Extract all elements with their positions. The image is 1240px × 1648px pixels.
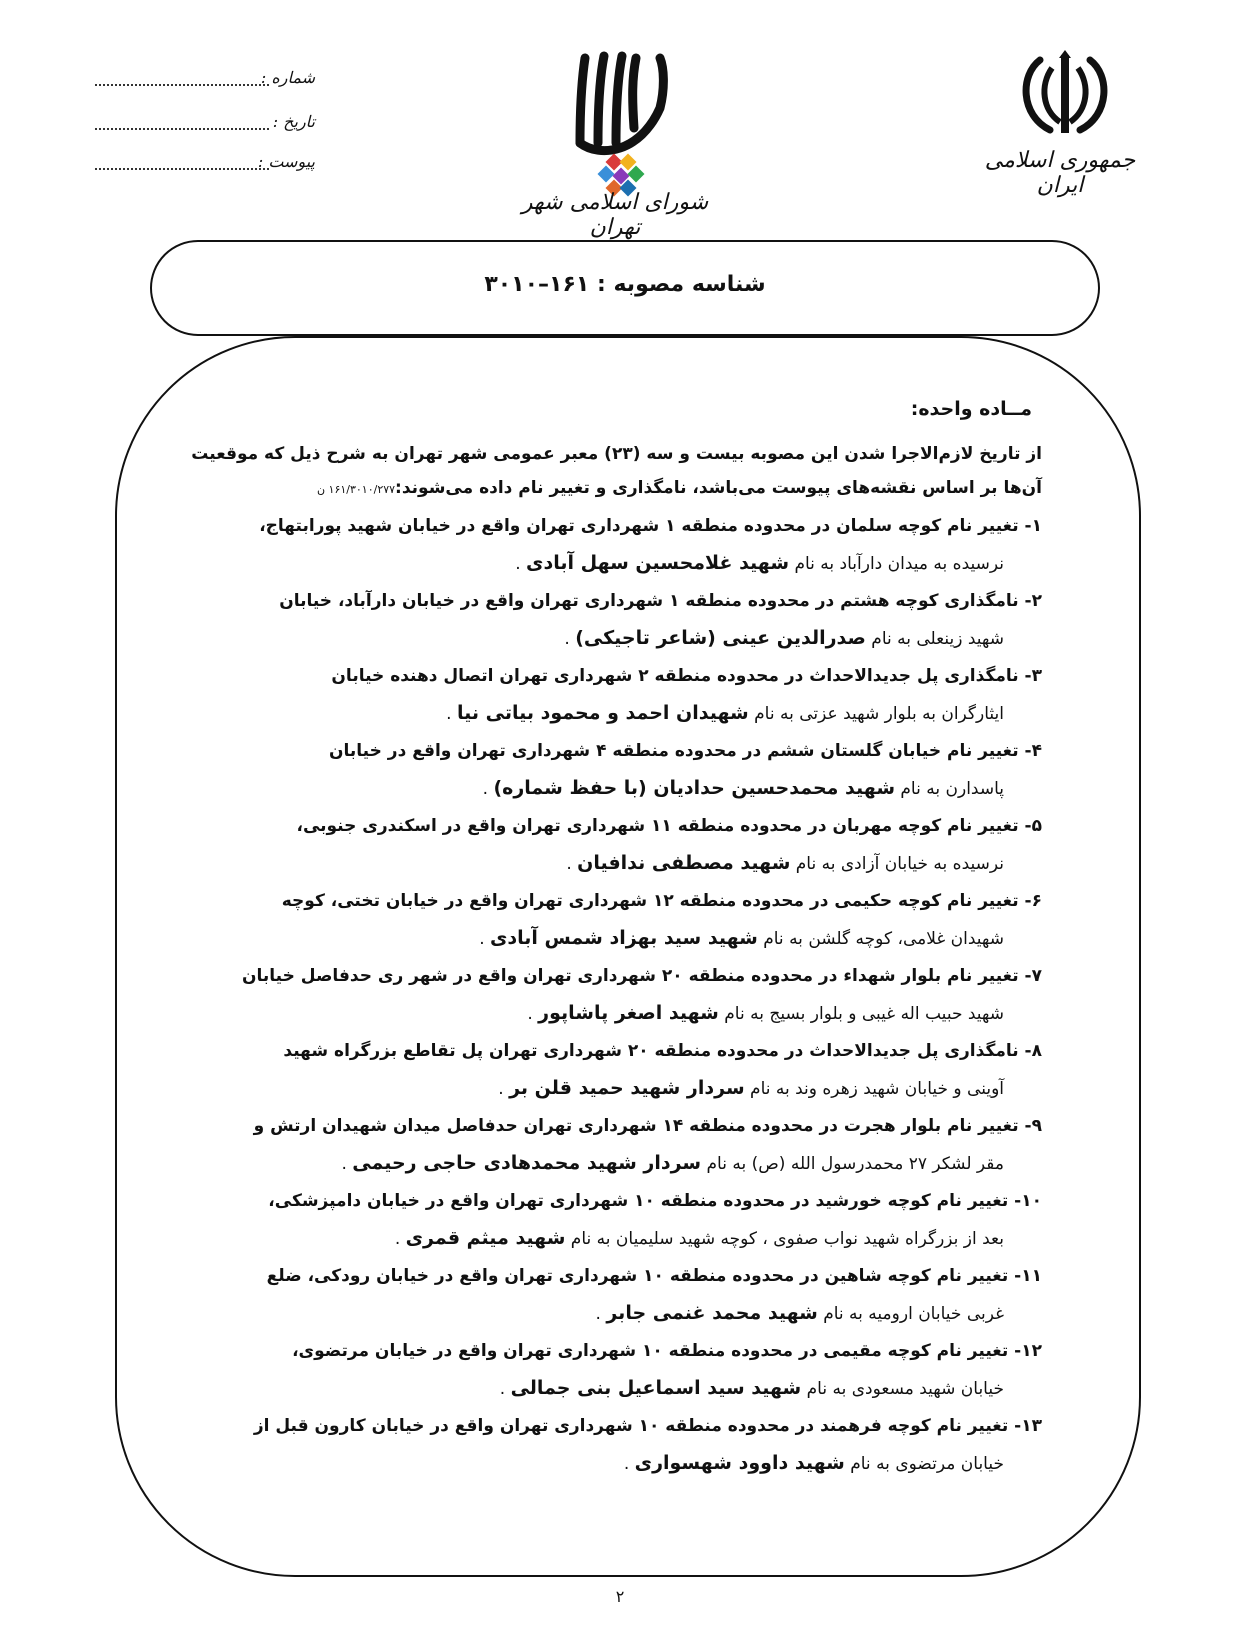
list-item: [174, 808, 1042, 883]
item-line-2: شهید حبیب اله غیبی و بلوار بسیج به نام: [718, 1004, 1004, 1024]
item-line-1: تغییر نام کوچه خورشید در محدوده منطقه ۱۰ شهرداری تهران واقع در خیابان دامپزشکی،: [268, 1191, 1009, 1211]
item-end: .: [564, 629, 576, 649]
item-number: ۶-: [1024, 891, 1042, 911]
number-field-line: [95, 84, 269, 86]
item-end: .: [623, 1454, 635, 1474]
item-line-1: تغییر نام کوچه فرهمند در محدوده منطقه ۱۰ شهرداری تهران واقع در خیابان کارون قبل از: [253, 1416, 1009, 1436]
item-line-1: نامگذاری پل جدیدالاحداث در محدوده منطقه ۲۰ شهرداری تهران پل تقاطع بزرگراه شهید: [283, 1041, 1019, 1061]
council-name: شورای اسلامی شهر تهران: [521, 190, 709, 240]
item-number: ۱۲-: [1014, 1341, 1042, 1361]
item-new-name: صدرالدین عینی (شاعر تاجیکی): [575, 627, 866, 649]
attachment-field-line: [95, 168, 269, 170]
item-new-name: شهید محمدحسین حدادیان (با حفظ شماره): [493, 777, 895, 799]
item-number: ۲-: [1024, 591, 1042, 611]
item-end: .: [566, 854, 578, 874]
item-line-1: تغییر نام بلوار شهداء در محدوده منطقه ۲۰ شهرداری تهران واقع در شهر ری حدفاصل خیابان: [242, 966, 1019, 986]
item-new-name: شهید میثم قمری: [405, 1227, 566, 1249]
item-end: .: [341, 1154, 353, 1174]
item-line-2: بعد از بزرگراه شهید نواب صفوی ، کوچه شهید سلیمیان به نام: [565, 1229, 1004, 1249]
item-number: ۱۳-: [1014, 1416, 1042, 1436]
attachment-field-label: پیوست :: [257, 152, 315, 171]
item-new-name: شهید محمد غنمی جابر: [606, 1302, 818, 1324]
item-new-name: سردار شهید حمید قلن بر: [509, 1077, 745, 1099]
item-number: ۸-: [1024, 1041, 1042, 1061]
item-end: .: [499, 1379, 511, 1399]
item-line-1: نامگذاری کوچه هشتم در محدوده منطقه ۱ شهرداری تهران واقع در خیابان دارآباد، خیابان: [279, 591, 1019, 611]
item-new-name: شهیدان احمد و محمود بیاتی نیا: [456, 702, 749, 724]
item-line-2: نرسیده به میدان دارآباد به نام: [789, 554, 1004, 574]
item-line-2: مقر لشکر ۲۷ محمدرسول الله (ص) به نام: [701, 1154, 1004, 1174]
item-new-name: سردار شهید محمدهادی حاجی رحیمی: [352, 1152, 702, 1174]
item-line-2: غربی خیابان ارومیه به نام: [817, 1304, 1004, 1324]
item-line-1: تغییر نام خیابان گلستان ششم در محدوده منطقه ۴ شهرداری تهران واقع در خیابان: [329, 741, 1019, 761]
article-heading: مــاده واحده:: [910, 398, 1032, 420]
item-end: .: [482, 779, 494, 799]
list-item: [174, 658, 1042, 733]
item-end: .: [498, 1079, 510, 1099]
item-number: ۱-: [1024, 516, 1042, 536]
iran-emblem-icon: [1010, 50, 1120, 140]
list-item: [174, 583, 1042, 658]
item-number: ۹-: [1024, 1116, 1042, 1136]
item-line-2: خیابان شهید مسعودی به نام: [801, 1379, 1004, 1399]
item-line-1: تغییر نام کوچه حکیمی در محدوده منطقه ۱۲ شهرداری تهران واقع در خیابان تختی، کوچه: [281, 891, 1019, 911]
list-item: [174, 1183, 1042, 1258]
article-intro: [190, 437, 1042, 507]
item-line-2: نرسیده به خیابان آزادی به نام: [790, 854, 1004, 874]
item-line-1: تغییر نام کوچه شاهین در محدوده منطقه ۱۰ شهرداری تهران واقع در خیابان رودکی، ضلع: [266, 1266, 1009, 1286]
item-number: ۴-: [1024, 741, 1042, 761]
item-line-2: ایثارگران به بلوار شهید عزتی به نام: [748, 704, 1004, 724]
item-line-1: نامگذاری پل جدیدالاحداث در محدوده منطقه ۲ شهرداری تهران اتصال دهنده خیابان: [331, 666, 1019, 686]
item-line-2: خیابان مرتضوی به نام: [844, 1454, 1004, 1474]
country-name: جمهوری اسلامی ایران: [984, 148, 1136, 198]
item-end: .: [446, 704, 457, 724]
date-field-label: تاریخ :: [272, 112, 315, 131]
date-field-line: [95, 128, 269, 130]
item-number: ۳-: [1024, 666, 1042, 686]
council-logo-icon: [560, 48, 680, 198]
item-new-name: شهید داوود شهسواری: [634, 1452, 845, 1474]
item-end: .: [515, 554, 527, 574]
list-item: [174, 1033, 1042, 1108]
item-line-1: تغییر نام کوچه مقیمی در محدوده منطقه ۱۰ شهرداری تهران واقع در خیابان مرتضوی،: [292, 1341, 1009, 1361]
item-line-1: تغییر نام بلوار هجرت در محدوده منطقه ۱۴ شهرداری تهران حدفاصل میدان شهیدان ارتش و: [253, 1116, 1019, 1136]
list-item: [174, 1333, 1042, 1408]
item-end: .: [479, 929, 490, 949]
page-number: ۲: [615, 1587, 625, 1606]
attachment-field: [95, 152, 315, 178]
item-line-1: تغییر نام کوچه مهربان در محدوده منطقه ۱۱ شهرداری تهران واقع در اسکندری جنوبی،: [296, 816, 1019, 836]
item-line-2: شهید زینعلی به نام: [865, 629, 1004, 649]
list-item: [174, 733, 1042, 808]
item-number: ۵-: [1024, 816, 1042, 836]
item-new-name: شهید غلامحسین سهل آبادی: [526, 552, 790, 574]
item-end: .: [595, 1304, 607, 1324]
list-item: [174, 883, 1042, 958]
number-field-label: شماره :: [260, 68, 315, 87]
item-line-2: شهیدان غلامی، کوچه گلشن به نام: [757, 929, 1004, 949]
list-item: [174, 1258, 1042, 1333]
intro-line-1: از تاریخ لازم‌الاجرا شدن این مصوبه بیست و سه (۲۳) معبر عمومی شهر تهران به شرح ذیل که موقعیت: [191, 444, 1042, 464]
date-field: [95, 112, 315, 138]
item-line-2: پاسدارن به نام: [895, 779, 1004, 799]
item-new-name: شهید سید بهزاد شمس آبادی: [490, 927, 758, 949]
list-item: [174, 1408, 1042, 1483]
resolution-id: شناسه مصوبه : ۱۶۱–۳۰۱۰: [484, 272, 766, 297]
list-item: [174, 958, 1042, 1033]
item-line-1: تغییر نام کوچه سلمان در محدوده منطقه ۱ شهرداری تهران واقع در خیابان شهید پورابتهاج،: [259, 516, 1019, 536]
item-new-name: شهید مصطفی ندافیان: [577, 852, 791, 874]
item-number: ۱۰-: [1014, 1191, 1042, 1211]
number-field: [95, 68, 315, 94]
item-number: ۷-: [1024, 966, 1042, 986]
list-item: [174, 1108, 1042, 1183]
item-new-name: شهید سید اسماعیل بنی جمالی: [510, 1377, 802, 1399]
intro-line-2: [190, 471, 1042, 507]
item-number: ۱۱-: [1014, 1266, 1042, 1286]
intro-reference: ۱۶۱/۳۰۱۰/۲۷۷ ن: [316, 483, 396, 496]
items-list: [174, 508, 1042, 1483]
item-end: .: [527, 1004, 539, 1024]
item-new-name: شهید اصغر پاشاپور: [538, 1002, 719, 1024]
list-item: [174, 508, 1042, 583]
item-end: .: [394, 1229, 406, 1249]
item-line-2: آوینی و خیابان شهید زهره وند به نام: [744, 1079, 1004, 1099]
intro-line-2-text: آن‌ها بر اساس نقشه‌های پیوست می‌باشد، نامگذاری و تغییر نام داده می‌شوند:: [395, 478, 1042, 498]
